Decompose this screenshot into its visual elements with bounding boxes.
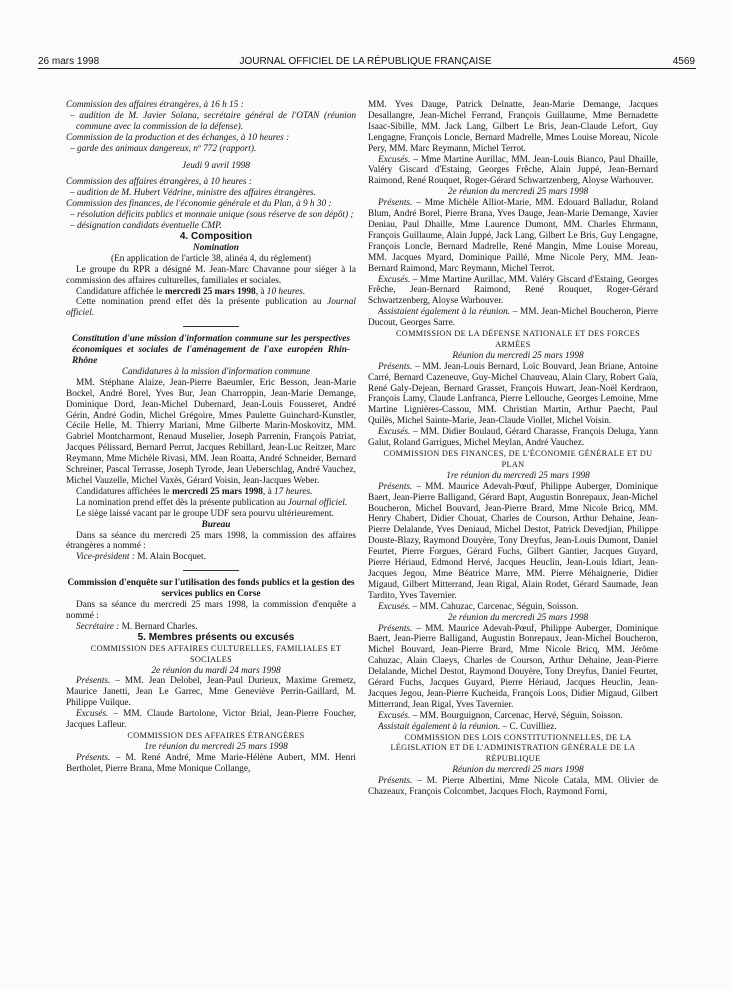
paragraph: Vice-président : M. Alain Bocquet. xyxy=(76,552,206,563)
section-heading: 4. Composition xyxy=(179,230,253,242)
meeting-heading: 1re réunion du mercredi 25 mars 1998 xyxy=(144,741,288,752)
paragraph: MM. Yves Dauge, Patrick Delnatte, Jean-Marie Demange, Jacques Desallangre, Jean-Michel Ferrand, François Guillaume, Mme Bernadette Isaac-Sibille, MM. Jack Lang, Gilbert Le Bris, Jean-Claude Lefort, Guy Lengagne, François Loncle, Bernard Madrelle, Mmes Louise Moreau, Nicole Pery, MM. Marc Reymann, Michel Terrot. xyxy=(368,100,658,154)
mission-title: Constitution d'une mission d'information commune sur les perspectives économiques et sociales de l'aménagement de l'axe européen Rhin-Rhône xyxy=(72,334,350,367)
paragraph: Le siège laissé vacant par le groupe UDF sera pourvu ultérieurement. xyxy=(76,508,334,519)
agenda-item: – résolution déficits publics et monnaie unique (sous réserve de son dépôt) ; xyxy=(70,210,354,221)
separator xyxy=(183,570,239,571)
paragraph: Présents. – M. René André, Mme Marie-Hélène Aubert, MM. Henri Bertholet, Pierre Brana, Mme Monique Collange, xyxy=(66,752,356,774)
paragraph: Excusés. – MM. Didier Boulaud, Gérard Charasse, François Deluga, Yann Galut, Roland Garrigues, Michel Meylan, André Vauchez. xyxy=(368,427,658,449)
section-heading: 5. Membres présents ou excusés xyxy=(137,631,295,643)
commission-title: COMMISSION DES LOIS CONSTITUTIONNELLES, DE LA LÉGISLATION ET DE L'ADMINISTRATION GÉNÉRALE DE LA RÉPUBLIQUE xyxy=(390,732,636,764)
paragraph: Excusés. – Mme Martine Aurillac, MM. Valéry Giscard d'Estaing, Georges Frêche, Jean-Bernard Raimond, René Rouquet, Roger-Gérard Schwartzenberg, Aloyse Warhouver. xyxy=(368,274,658,307)
agenda-item: – garde des animaux dangereux, nº 772 (rapport). xyxy=(70,143,257,154)
right-column xyxy=(368,100,658,798)
meeting-heading: 2e réunion du mardi 24 mars 1998 xyxy=(151,665,281,676)
paragraph: Le groupe du RPR a désigné M. Jean-Marc Chavanne pour siéger à la commission des affaires culturelles, familiales et sociales. xyxy=(66,264,356,286)
paragraph: MM. Stéphane Alaize, Jean-Pierre Baeumler, Eric Besson, Jean-Marie Bockel, André Borel, Yves Bur, Jean Charroppin, Jean-Marie Demange, Dominique Dord, Jean-Michel Dubernard, Jean-Louis Fousseret, André Gérin, André Godin, Michel Grégoire, Mmes Paulette Guinchard-Kunstler, Cécile Helle, M. Thierry Mariani, Mme Gilberte Marin-Moskovitz, MM. Gabriel Montcharmont, Renaud Muselier, Joseph Parrenin, François Patriat, Jacques Pélissard, Bernard Perrut, Jacques Rebillard, Jean-Luc Reitzer, Marc Reymann, Mme Michèle Rivasi, MM. Jean Roatta, André Schneider, Bernard Schreiner, Pascal Terrasse, Joseph Tyrode, Jean Ueberschlag, André Vauchez, Michel Vauzelle, Michel Vaxès, Gérard Voisin, Jean-Jacques Weber. xyxy=(66,377,356,486)
agenda-commission: Commission de la production et des échanges, à 10 heures : xyxy=(66,132,290,143)
commission-title: COMMISSION DE LA DÉFENSE NATIONALE ET DES FORCES ARMÉES xyxy=(395,329,641,349)
paragraph: Assistait également à la réunion. – C. Cuvilliez. xyxy=(378,721,557,732)
paragraph: (En application de l'article 38, alinéa 4, du règlement) xyxy=(111,253,311,264)
page-header xyxy=(0,0,731,67)
paragraph: Présents. – MM. Maurice Adevah-Pœuf, Philippe Auberger, Dominique Baert, Jean-Pierre Balligand, Augustin Bonrepaux, Jean-Michel Boucheron, Michel Bouvard, Jean-Pierre Brard, Mme Nicole Bricq, MM. Jérôme Cahuzac, Alain Claeys, Charles de Courson, Arthur Dehaine, Jean-Pierre Delalande, Michel Destot, Raymond Douyère, Tony Dreyfus, Daniel Feurtet, Gérard Fuchs, Jacques Guyard, Pierre Hériaud, Jacques Heuclin, Jean-Jacques Jegou, Jean-Pierre Kucheida, François Loos, Didier Migaud, Gilbert Mitterrand, Jean Rigal, Yves Tavernier. xyxy=(368,623,658,710)
agenda-item: – audition de M. Javier Solana, secrétaire général de l'OTAN (réunion commune avec la commission de la défense). xyxy=(70,110,356,132)
paragraph: Excusés. – MM. Cahuzac, Carcenac, Séguin, Soisson. xyxy=(378,601,579,612)
paragraph: Excusés. – MM. Bourguignon, Carcenac, Hervé, Séguin, Soisson. xyxy=(378,710,623,721)
commission-title: Commission d'enquête sur l'utilisation des fonds publics et la gestion des services publics en Corse xyxy=(67,578,355,600)
paragraph: Assistaient également à la réunion. – MM. Jean-Michel Boucheron, Pierre Ducout, Georges Sarre. xyxy=(368,307,658,329)
paragraph: Présents. – M. Pierre Albertini, Mme Nicole Catala, MM. Olivier de Chazeaux, François Colcombet, Jacques Floch, Raymond Forni, xyxy=(368,776,658,798)
paragraph: La nomination prend effet dès la présente publication au Journal officiel. xyxy=(76,497,348,508)
meeting-heading: Réunion du mercredi 25 mars 1998 xyxy=(452,765,584,776)
paragraph: Excusés. – Mme Martine Aurillac, MM. Jean-Louis Bianco, Paul Dhaille, Valéry Giscard d'Estaing, Georges Frêche, Alain Juppé, Jean-Bernard Raimond, René Rouquet, Roger-Gérard Schwartzenberg, Aloyse Warhouver. xyxy=(368,154,658,187)
left-column xyxy=(66,100,356,775)
paragraph: Présents. – MM. Maurice Adevah-Pœuf, Philippe Auberger, Dominique Baert, Jean-Pierre Balligand, Gérard Bapt, Augustin Bonrepaux, Jean-Michel Boucheron, Michel Bouvard, Jean-Pierre Brard, Mme Nicole Bricq, MM. Henry Chabert, Didier Chouat, Charles de Courson, Arthur Dehaine, Jean-Pierre Delalande, Yves Deniaud, Michel Destot, Patrick Devedjian, Philippe Douste-Blazy, Raymond Douyère, Tony Dreyfus, Jean-Louis Dumont, Daniel Feurtet, Pierre Forgues, Gérard Fuchs, Gilbert Gantier, Jacques Guyard, Pierre Hériaud, Edmond Hervé, Jacques Heuclin, Jean-Louis Idiart, Jean-Jacques Jegou, Mme Béatrice Marre, MM. Pierre Méhaignerie, Didier Migaud, Gilbert Mitterrand, Jean Rigal, Alain Rodet, Gérard Saumade, Jean Tardito, Yves Tavernier. xyxy=(368,481,658,601)
paragraph: Présents. – MM. Jean Delobel, Jean-Paul Durieux, Maxime Gremetz, Maurice Janetti, Jean Le Garrec, Mme Geneviève Perrin-Gaillard, M. Philippe Vuilque. xyxy=(66,676,356,709)
agenda-item: – désignation candidats éventuelle CMP. xyxy=(70,221,222,232)
paragraph: Candidatures affichées le mercredi 25 mars 1998, à 17 heures. xyxy=(76,486,313,497)
subsection-heading: Bureau xyxy=(201,519,231,530)
meeting-heading: 1re réunion du mercredi 25 mars 1998 xyxy=(446,470,590,481)
agenda-commission: Commission des affaires étrangères, à 16 h 15 : xyxy=(66,100,244,110)
paragraph: Candidature affichée le mercredi 25 mars 1998, à 10 heures. xyxy=(76,286,306,297)
subsection-heading: Nomination xyxy=(193,242,239,253)
subsection-heading: Candidatures à la mission d'information commune xyxy=(121,366,311,377)
header-date: 26 mars 1998 xyxy=(38,56,100,67)
agenda-commission: Commission des affaires étrangères, à 10 heures : xyxy=(66,177,252,188)
agenda-item: – audition de M. Hubert Védrine, ministre des affaires étrangères. xyxy=(70,188,316,199)
header-title: JOURNAL OFFICIEL DE LA RÉPUBLIQUE FRANÇAISE xyxy=(239,56,492,67)
paragraph: Dans sa séance du mercredi 25 mars 1998, la commission d'enquête a nommé : xyxy=(66,600,356,621)
commission-title: COMMISSION DES AFFAIRES ÉTRANGÈRES xyxy=(127,730,305,740)
paragraph: Excusés. – MM. Claude Bartolone, Victor Brial, Jean-Pierre Foucher, Jacques Lafleur. xyxy=(66,709,356,731)
separator xyxy=(183,326,239,327)
agenda-date: Jeudi 9 avril 1998 xyxy=(182,160,250,171)
meeting-heading: 2e réunion du mercredi 25 mars 1998 xyxy=(447,612,589,623)
paragraph: Présents. – Mme Michèle Alliot-Marie, MM. Edouard Balladur, Roland Blum, André Borel, Pierre Brana, Yves Dauge, Jean-Marie Demange, Xavier Deniau, Paul Dhaille, Mme Laurence Dumont, MM. Charles Ehrmann, François Guillaume, Alain Juppé, Jack Lang, Gilbert Le Bris, Guy Lengagne, François Loncle, Bernard Madrelle, René Mangin, Mme Louise Moreau, MM. Jacques Myard, Dominique Paillé, Mme Nicole Pery, MM. Jean-Bernard Raimond, Marc Reymann, Michel Terrot. xyxy=(368,198,658,274)
header-page-number: 4569 xyxy=(672,56,695,67)
header-rule xyxy=(38,68,696,69)
meeting-heading: Réunion du mercredi 25 mars 1998 xyxy=(452,350,584,361)
paragraph: Dans sa séance du mercredi 25 mars 1998, la commission des affaires étrangères a nommé : xyxy=(66,530,356,552)
paragraph: Secrétaire : M. Bernard Charles. xyxy=(76,621,198,632)
meeting-heading: 2e réunion du mercredi 25 mars 1998 xyxy=(447,187,589,198)
paragraph: Cette nomination prend effet dès la présente publication au Journal officiel. xyxy=(66,297,356,319)
commission-title: COMMISSION DES FINANCES, DE L'ÉCONOMIE GÉNÉRALE ET DU PLAN xyxy=(383,449,653,469)
agenda-commission: Commission des finances, de l'économie générale et du Plan, à 9 h 30 : xyxy=(66,199,332,210)
paragraph: Présents. – MM. Jean-Louis Bernard, Loïc Bouvard, Jean Briane, Antoine Carré, Bernard Cazeneuve, Guy-Michel Chauveau, Alain Clary, Robert Gaïa, René Galy-Dejean, Bernard Grasset, François Huwart, Jean-Noël Kerdraon, François Lamy, Claude Lanfranca, Pierre Lellouche, Georges Lemoine, Mme Martine Lignières-Cassou, MM. Christian Martin, Arthur Paecht, Paul Quilès, Michel Sainte-Marie, Jean-Claude Viollet, Michel Voisin. xyxy=(368,361,658,427)
commission-title: COMMISSION DES AFFAIRES CULTURELLES, FAMILIALES ET SOCIALES xyxy=(90,643,342,664)
